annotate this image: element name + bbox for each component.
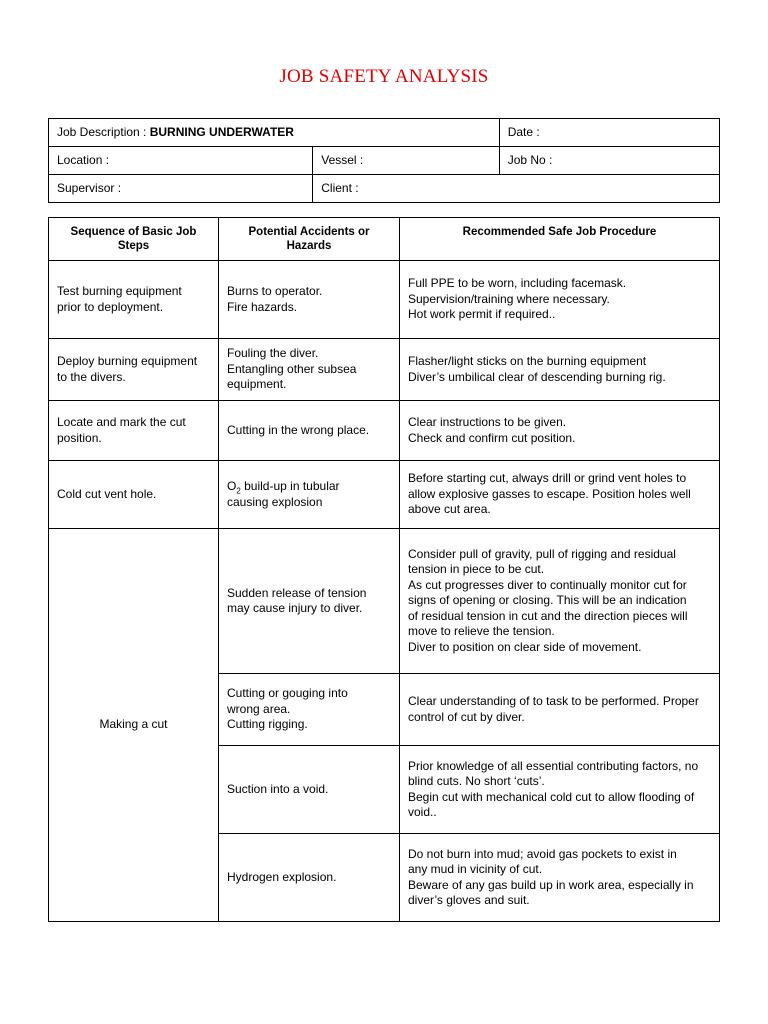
procedure-cell [400,746,720,834]
hazard-text: Suction into a void. [227,781,329,796]
client-cell [313,175,720,203]
procedure-cell [400,674,720,746]
step-text: position. [57,430,102,445]
vessel-label: Vessel : [321,152,364,167]
job-description-value: BURNING UNDERWATER [149,124,294,139]
oxygen-subscript: 2 [236,486,241,496]
procedure-text: tension in piece to be cut. [408,562,545,577]
step-cell [49,461,219,529]
procedure-text: Do not burn into mud; avoid gas pockets to exist in [408,846,677,861]
header-hazards: Potential Accidents or Hazards [219,218,400,261]
hazard-text: may cause injury to diver. [227,601,363,615]
hazard-text: Entangling other subsea [227,361,357,376]
procedure-text: Clear understanding of to task to be performed. Proper [408,694,699,708]
step-cell [49,401,219,461]
table-row [49,261,720,339]
step-text: Deploy burning equipment [57,354,198,368]
page-title: JOB SAFETY ANALYSIS [279,66,489,87]
location-label: Location : [57,152,110,167]
hazard-text: equipment. [227,377,287,392]
procedure-text: control of cut by diver. [408,709,525,724]
step-text: to the divers. [57,369,126,384]
job-description-cell [49,119,500,147]
jsa-table [48,217,720,922]
procedure-cell [400,529,720,674]
procedure-text: any mud in vicinity of cut. [408,862,543,876]
hazard-text: Cutting or gouging into [227,686,348,701]
procedure-text: blind cuts. No short ‘cuts’. [408,774,545,788]
table-row [49,461,720,529]
header-row [49,218,720,261]
hazard-cell [219,529,400,674]
procedure-text: Prior knowledge of all essential contributing factors, no [408,758,699,773]
procedure-text: Consider pull of gravity, pull of rigging and residual [408,546,676,561]
procedure-text: Before starting cut, always drill or grind vent holes to [408,471,687,486]
step-cell [49,261,219,339]
hazard-text: Hydrogen explosion. [227,869,337,884]
oxygen-symbol: O [227,479,237,493]
hazard-cell [219,834,400,922]
procedure-text: Begin cut with mechanical cold cut to allow flooding of [408,789,695,804]
hazard-text: Sudden release of tension [227,585,367,600]
supervisor-cell [49,175,313,203]
hazard-text: Cutting in the wrong place. [227,422,370,437]
procedure-text: above cut area. [408,502,491,517]
hazard-text: Fouling the diver. [227,346,319,361]
supervisor-label: Supervisor : [57,180,122,195]
header-steps: Sequence of Basic Job Steps [49,218,219,261]
procedure-text: Full PPE to be worn, including facemask. [408,276,627,291]
hazard-text: causing explosion [227,494,323,509]
procedure-text: of residual tension in cut and the direction pieces will [408,608,688,623]
job-no-label: Job No : [507,152,553,167]
job-description-label: Job Description : [57,124,150,139]
procedure-text: move to relieve the tension. [408,624,555,639]
job-info-table [48,118,720,203]
procedure-text: Flasher/light sticks on the burning equipment [408,354,647,368]
procedure-text: allow explosive gasses to escape. Position holes well [408,486,691,501]
table-row [49,401,720,461]
date-cell [499,119,719,147]
procedure-text: diver’s gloves and suit. [408,893,530,907]
step-cell-making-cut [49,529,219,922]
table-row [49,339,720,401]
procedure-text: Supervision/training where necessary. [408,291,610,306]
step-text: Cold cut vent hole. [57,486,157,501]
procedure-cell [400,401,720,461]
hazard-cell [219,401,400,461]
procedure-text: Beware of any gas build up in work area, especially in [408,877,694,892]
hazard-cell [219,339,400,401]
step-text: Making a cut [99,717,168,732]
location-cell [49,147,313,175]
step-text: prior to deployment. [57,299,164,314]
header-procedure: Recommended Safe Job Procedure [400,218,720,261]
hazard-text: wrong area. [227,701,291,716]
hazard-text: Cutting rigging. [227,717,308,732]
procedure-text: Hot work permit if required.. [408,307,556,322]
client-label: Client : [321,180,359,195]
hazard-text: Fire hazards. [227,299,298,314]
procedure-cell [400,461,720,529]
hazard-text: Burns to operator. [227,284,323,298]
hazard-cell [219,746,400,834]
procedure-text: Diver to position on clear side of movement. [408,639,642,654]
hazard-cell [219,461,400,529]
procedure-cell [400,339,720,401]
vessel-cell [313,147,499,175]
hazard-text [227,479,391,495]
procedure-cell [400,261,720,339]
procedure-cell [400,834,720,922]
procedure-text: signs of opening or closing. This will be an indication [408,593,687,608]
hazard-cell [219,261,400,339]
procedure-text: Clear instructions to be given. [408,415,567,429]
date-label: Date : [507,124,540,139]
job-no-cell [499,147,719,175]
step-text: Locate and mark the cut [57,415,186,429]
procedure-text: Check and confirm cut position. [408,430,576,445]
step-text: Test burning equipment [57,284,182,298]
hazard-text: build-up in tubular [240,479,340,493]
procedure-text: Diver’s umbilical clear of descending burning rig. [408,369,666,384]
hazard-cell [219,674,400,746]
step-cell [49,339,219,401]
table-row [49,529,720,674]
procedure-text: void.. [408,805,437,819]
procedure-text: As cut progresses diver to continually monitor cut for [408,577,687,592]
